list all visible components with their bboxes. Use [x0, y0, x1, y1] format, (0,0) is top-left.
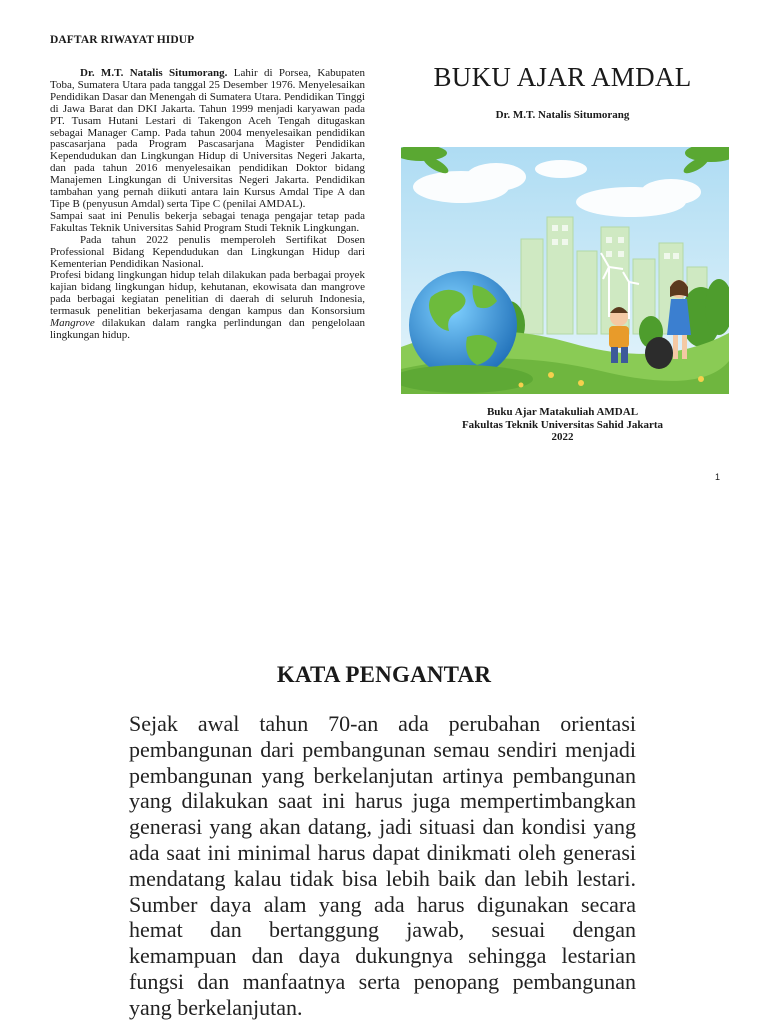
cover-title: BUKU AJAR AMDAL: [433, 62, 692, 92]
page-number: 1: [715, 472, 721, 482]
cover-footer-faculty: Fakultas Teknik Universitas Sahid Jakarta: [461, 418, 664, 431]
cover-footer-year: 2022: [551, 431, 574, 443]
cover-footer: [400, 406, 725, 444]
biography-text: [50, 68, 365, 342]
mangrove-italic: Mangrove: [50, 317, 95, 330]
biography-paragraph-2: Sampai saat ini Penulis bekerja sebagai tenaga pengajar tetap pada Fakultas Teknik Universitas Sahid Program Studi Teknik Lingkungan.: [50, 209, 365, 234]
cover-footer-course: Buku Ajar Matakuliah AMDAL: [486, 406, 639, 418]
biography-paragraph-3: Pada tahun 2022 penulis memperoleh Sertifikat Dosen Professional Bidang Kependudukan dan Lingkungan Hidup dari Kementerian Pendidikan Nasional.: [50, 233, 365, 270]
preface-paragraph: Sejak awal tahun 70-an ada perubahan orientasi pembangunan dari pembangunan semau sendiri menjadi pembangunan yang berkelanjutan artinya pembangunan yang dilakukan saat ini harus juga mempertimbangkan generasi yang akan datang, jadi situasi dan kondisi yang ada saat ini minimal harus dapat dinikmati oleh generasi mendatang kalau tidak bisa lebih baik dan lebih lestari. Sumber daya alam yang ada harus digunakan secara hemat dan bertanggung jawab, sesuai dengan kemampuan dan daya dukungnya sehingga lestarian fungsi dan manfaatnya serta penopang pembangunan yang berkelanjutan.: [129, 711, 636, 1020]
cover-author: Dr. M.T. Natalis Situmorang: [495, 109, 630, 121]
green-city-earth-illustration: [401, 147, 729, 394]
preface-body: [129, 711, 636, 1021]
cover-illustration: [401, 147, 729, 394]
preface-title: KATA PENGANTAR: [276, 662, 492, 687]
biography-heading: DAFTAR RIWAYAT HIDUP: [50, 34, 195, 46]
biography-paragraph-4: Profesi bidang lingkungan hidup telah dilakukan pada berbagai proyek kajian bidang lingkungan hidup, kehutanan, ekowisata dan mangrove pada berbagai kegiatan penelitian di daerah di seluruh Indonesia, termasuk penelitian bekerjasama dengan kampus dan Konsorsium Mangrove dilakukan dalam rangka perlindungan dan pengelolaan lingkungan hidup.: [50, 269, 365, 341]
author-name: Dr. M.T. Natalis Situmorang.: [80, 67, 228, 79]
biography-paragraph-1: [50, 68, 365, 211]
biography-paragraph-1-text: Lahir di Porsea, Kabupaten Toba, Sumatera Utara pada tanggal 25 Desember 1976. Menyelesaikan Pendidikan Dasar dan Menengah di Sumatera Utara. Pendidikan Tinggi di Jawa Barat dan DKI Jakarta. Tahun 1999 menjadi karyawan pada PT. Tusam Hutani Lestari di Takengon Aceh Tengah ditugaskan sebagai Manager Camp. Pada tahun 2004 menyelesaikan pendidikan pascasarjana pada Program Pascasarjana Magister Pendidikan Kependudukan dan Lingkungan Hidup di Universitas Negeri Jakarta, dan pada tahun 2016 menyelesaikan pendidikan Doktor bidang Manajemen Lingkungan di Universitas Negeri Jakarta. Pendidikan tambahan yang pernah diikuti antara lain Kursus Amdal Tipe A dan Tipe B (penyusun Amdal) serta Tipe C (penilai AMDAL).: [50, 67, 365, 210]
